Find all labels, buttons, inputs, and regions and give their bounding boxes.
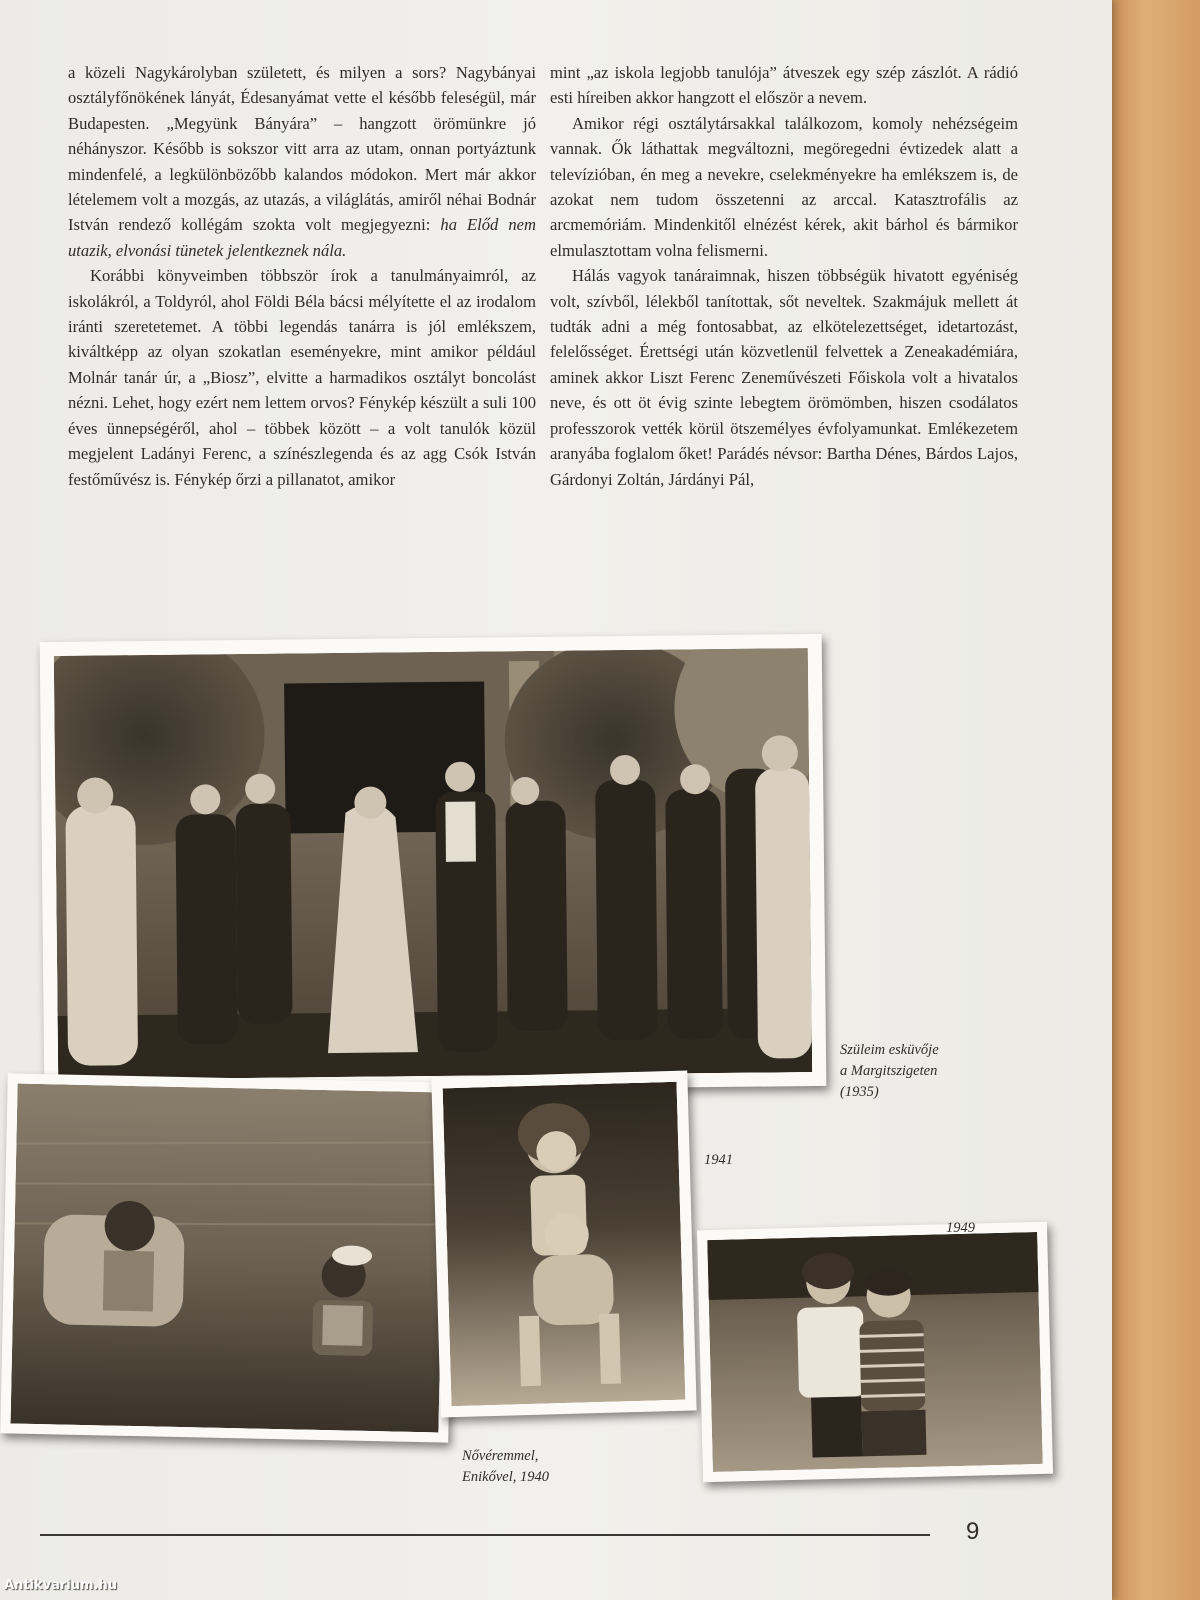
paragraph: Korábbi könyveimben többször írok a tanulmányaimról, az iskolákról, a Toldyról, ahol Földi Béla bácsi mélyítette el az irodalom iránti szeretetemet. A többi legendás tanárra is jól emlékszem, kiváltképp az olyan szokatlan eseményekre, mint amikor például Molnár tanár úr, a „Biosz”, elvitte a harmadikos osztályt boncolást nézni. Lehet, hogy ezért nem lettem orvos? Fénykép készült a suli 100 éves ünnepségéről, ahol – többek között – a volt tanulók közül megjelent Ladányi Ferenc, a színészlegenda és az agg Csók István festőművész is. Fénykép őrzi a pillanatot, amikor: [68, 266, 536, 489]
caption-line: Nővéremmel,: [462, 1448, 539, 1464]
paragraph: [68, 60, 536, 263]
paragraph: mint „az iskola legjobb tanulója” átveszek egy szép zászlót. A rádió esti híreiben akkor hangzott el először a nevem.: [550, 63, 1018, 108]
caption-line: a Margitszigeten: [840, 1063, 938, 1079]
wedding-photo: [40, 634, 827, 1094]
text-column-right: [550, 60, 1018, 492]
background-wood: [1108, 0, 1200, 1600]
children-1941-photo: [431, 1070, 696, 1417]
italic-quote: ha Előd nem utazik, elvonási tünetek jelentkeznek nála.: [68, 215, 536, 260]
paragraph-text: a közeli Nagykárolyban született, és milyen a sors? Nagybányai osztályfőnökének lányát, Édesanyámat vette el később feleségül, már Budapesten. „Megyünk Bányára” – hangzott örömünkre jó néhányszor. Később is sokszor vitt arra az utam, onnan portyáztunk mindenfelé, a legkülönbözőbb kalandos módokon. Mert már akkor lételemem volt a mozgás, az utazás, a világlátás, amiről néhai Bodnár István rendező kollégám szokta volt megjegyezni:: [68, 63, 536, 235]
sister-caption: [462, 1446, 549, 1488]
children-1941-photo-image: [443, 1082, 686, 1406]
text-column-left: [68, 60, 536, 492]
children-1949-photo-image: [707, 1232, 1043, 1472]
year-1949-caption: 1949: [946, 1220, 975, 1236]
page-number: 9: [966, 1518, 980, 1545]
beach-photo-image: [10, 1084, 445, 1433]
wedding-caption: [840, 1040, 939, 1103]
footer-rule: [40, 1534, 930, 1536]
paragraph: Amikor régi osztálytársakkal találkozom, komoly nehézségeim vannak. Ők láthattak megváltozni, megöregedni évtizedek alatt a televízióban, én meg a nevekre, cselekményekre ha emlékszem is, de azokat nem tudom összetenni az arccal. Katasztrofális az arcmemóriám. Mindenkitől elnézést kérek, akit bárhol és bármikor elmulasztottam volna felismerni.: [550, 113, 1018, 260]
wedding-photo-image: [54, 648, 812, 1080]
caption-line: Enikővel, 1940: [462, 1469, 549, 1485]
year-1941-caption: 1941: [704, 1152, 733, 1168]
paragraph: Hálás vagyok tanáraimnak, hiszen többségük hivatott egyéniség volt, szívből, lélekből tanítottak, sőt neveltek. Szakmájuk mellett át tudták adni a még fontosabbat, az elkötelezettséget, idetartozást, felelősséget. Érettségi után közvetlenül felvettek a Zeneakadémiára, aminek akkor Liszt Ferenc Zeneművészeti Főiskola volt a hivatalos neve, és ott öt évig szinte lebegtem örömömben, hiszen csodálatos professzorok vették körül ötszemélyes évfolyamunkat. Emlékezetem aranyába foglalom őket! Parádés névsor: Bartha Dénes, Bárdos Lajos, Gárdonyi Zoltán, Járdányi Pál,: [550, 266, 1018, 489]
caption-line: Szüleim esküvője: [840, 1042, 939, 1058]
caption-line: (1935): [840, 1084, 879, 1100]
watermark: Antikvarium.hu: [4, 1578, 117, 1593]
children-1949-photo: [697, 1222, 1053, 1482]
beach-photo: [0, 1073, 455, 1442]
